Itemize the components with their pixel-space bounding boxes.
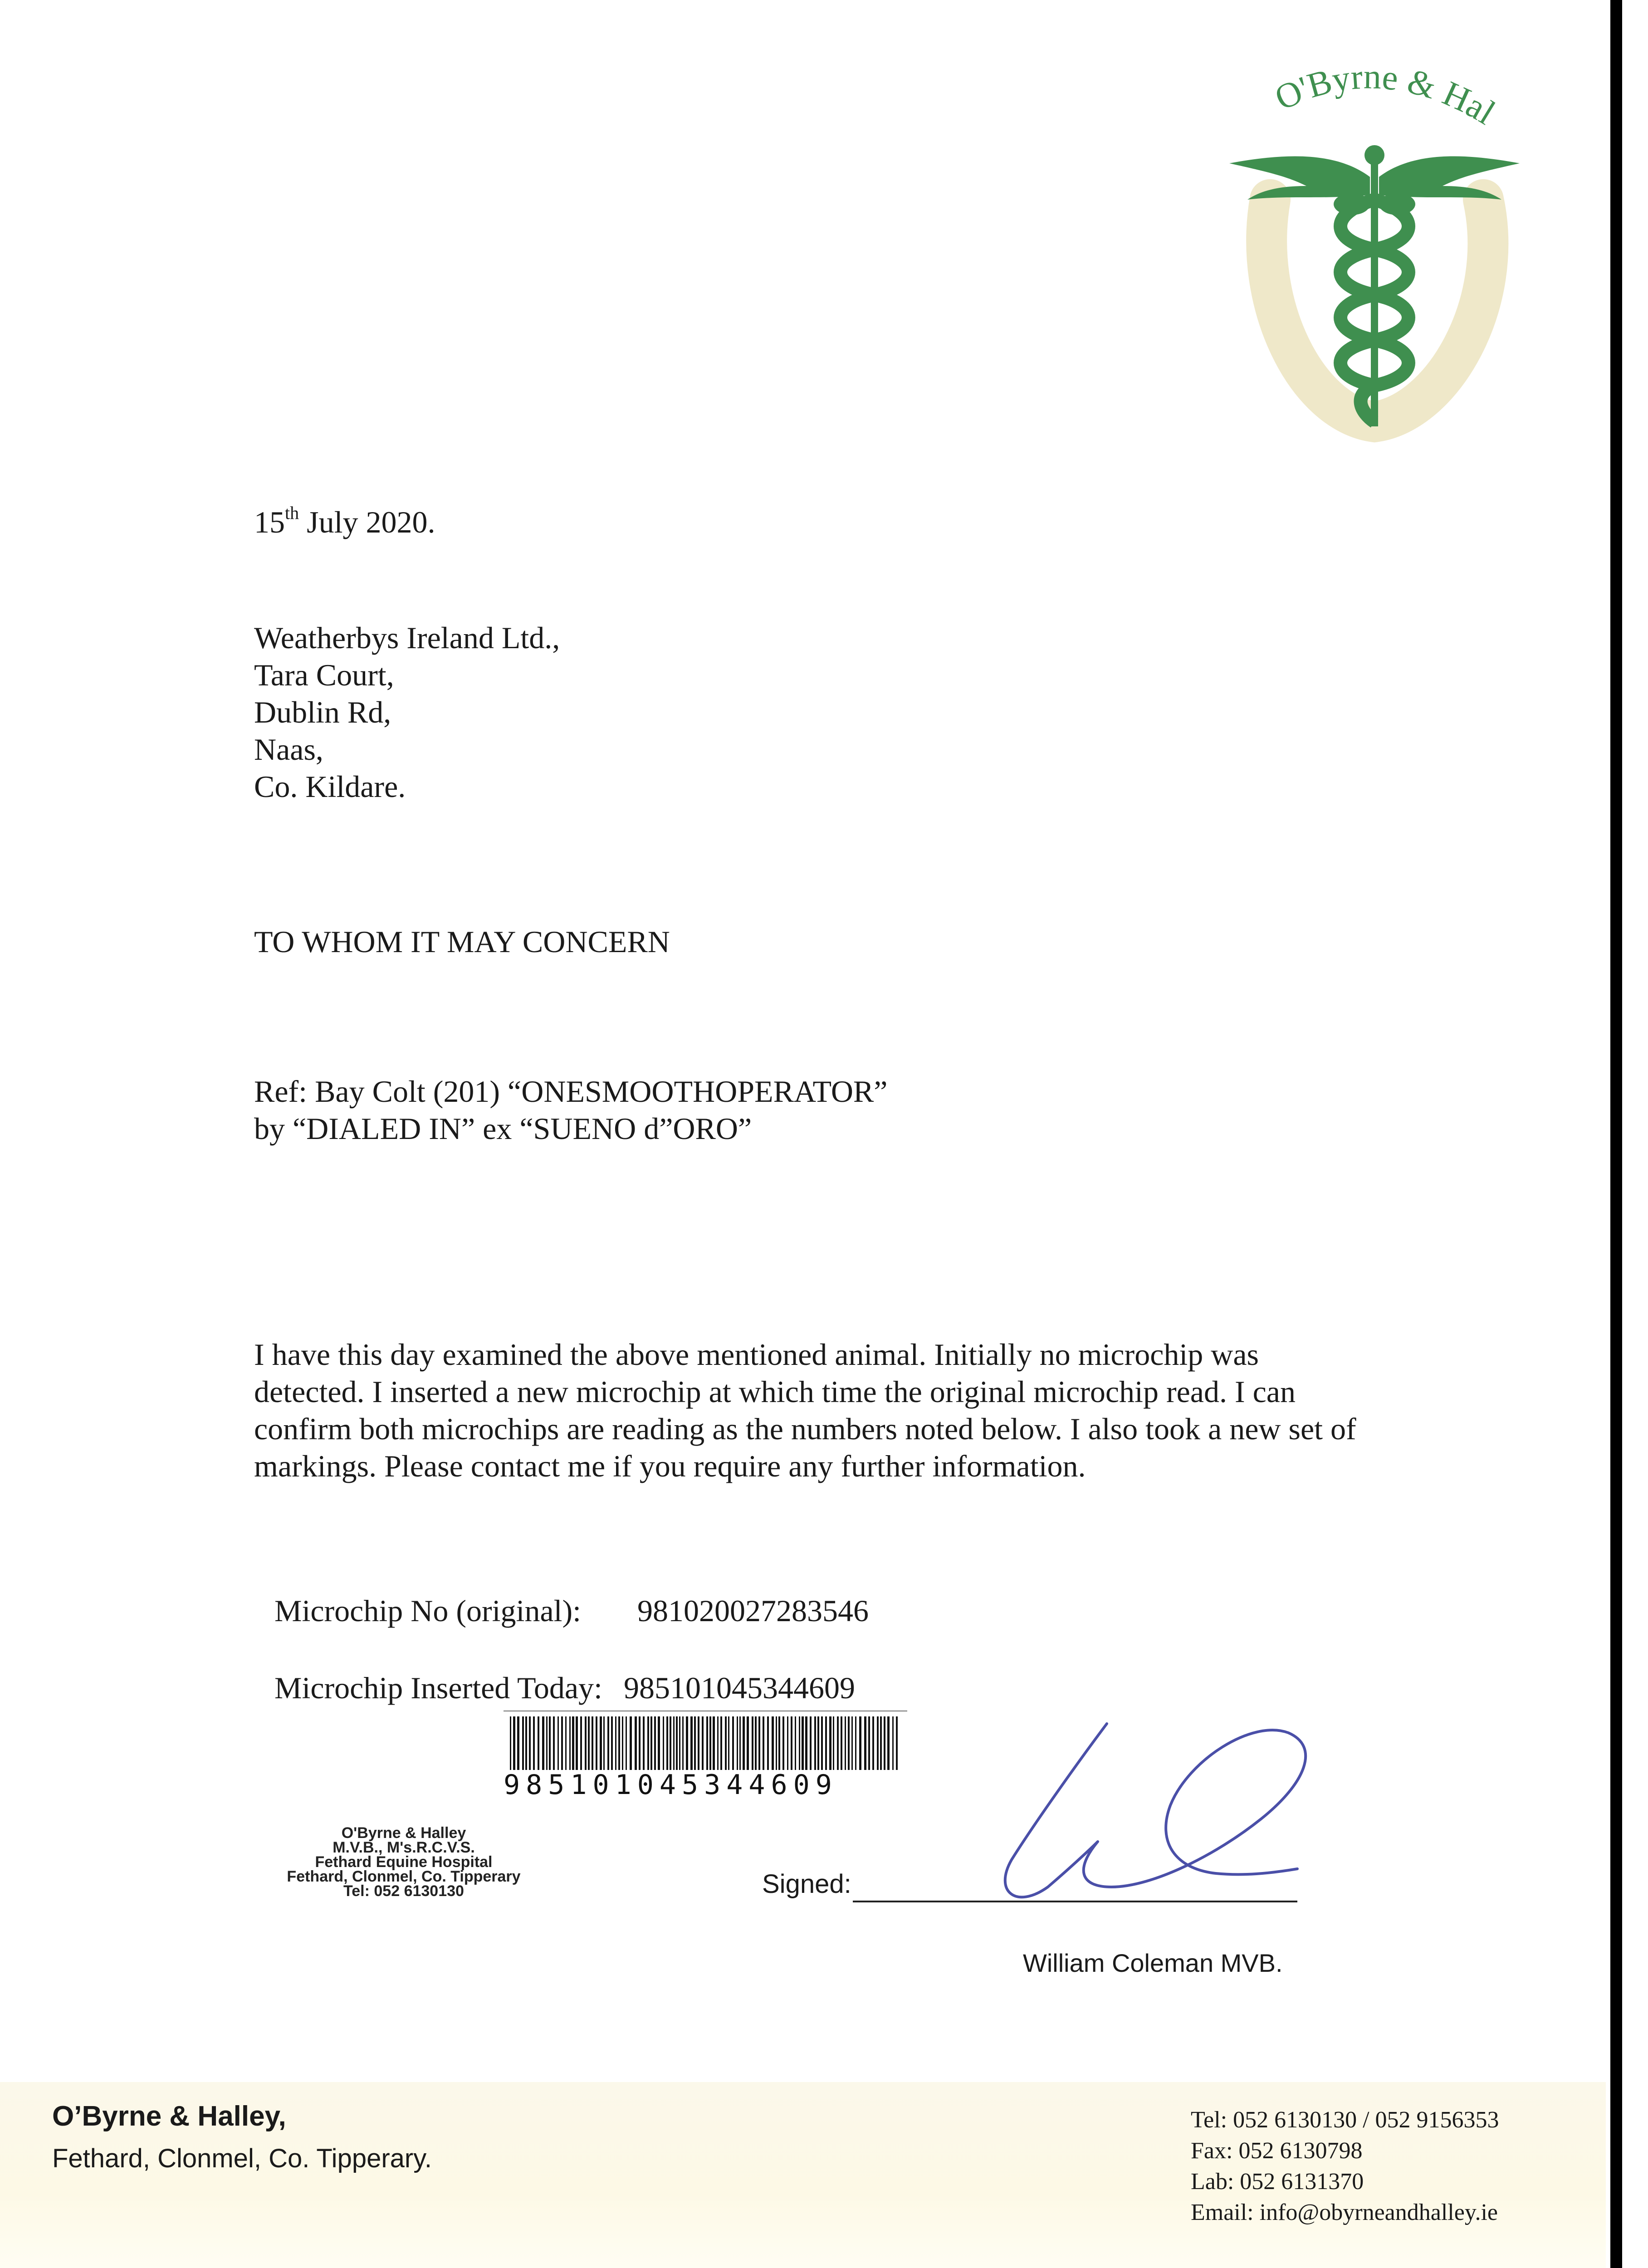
barcode-bar: [892, 1716, 894, 1770]
barcode-bar: [525, 1716, 527, 1770]
barcode-bar: [859, 1716, 861, 1770]
barcode-bar: [682, 1716, 684, 1770]
reference: [254, 1073, 887, 1147]
barcode-bar: [673, 1716, 675, 1770]
address-line: Naas,: [254, 732, 323, 767]
barcode-bar: [739, 1716, 741, 1770]
barcode-bar: [778, 1716, 780, 1770]
barcode-bar: [717, 1716, 719, 1770]
barcode-bar: [837, 1716, 839, 1770]
barcode-bar: [572, 1716, 574, 1770]
barcode-bar: [630, 1716, 632, 1770]
barcode-bar: [737, 1716, 738, 1770]
barcode-bar: [802, 1716, 804, 1770]
barcode-bar: [557, 1716, 559, 1770]
barcode-bar: [596, 1716, 597, 1770]
barcode-bar: [686, 1716, 688, 1770]
barcode-bar: [763, 1716, 764, 1770]
practice-logo: [1216, 50, 1533, 449]
barcode-bar: [618, 1716, 620, 1770]
barcode-bar: [782, 1716, 784, 1770]
footer-contacts: [1191, 2105, 1499, 2228]
barcode-bar: [747, 1716, 749, 1770]
stamp-line: Tel: 052 6130130: [343, 1882, 464, 1900]
barcode-bar: [817, 1716, 819, 1770]
stamp-line: Fethard Equine Hospital: [315, 1853, 493, 1871]
barcode-bar: [639, 1716, 641, 1770]
barcode-bar: [776, 1716, 777, 1770]
barcode-bar: [666, 1716, 668, 1770]
handwritten-signature: [962, 1706, 1325, 1914]
barcode-bar: [864, 1716, 866, 1770]
barcode-bar: [868, 1716, 870, 1770]
barcode-bar: [825, 1716, 827, 1770]
barcode-bar: [743, 1716, 745, 1770]
barcode-bar: [615, 1716, 616, 1770]
barcode-bar: [814, 1716, 816, 1770]
barcode-bar: [772, 1716, 774, 1770]
barcode-bar: [561, 1716, 563, 1770]
logo-brand-text: O'Byrne & Hal: [1269, 56, 1502, 132]
barcode-bar: [635, 1716, 637, 1770]
barcode-bar: [611, 1716, 613, 1770]
barcode-bar: [880, 1716, 882, 1770]
stamp-line: Fethard, Clonmel, Co. Tipperary: [287, 1868, 521, 1885]
salutation: TO WHOM IT MAY CONCERN: [254, 924, 670, 959]
address-line: Tara Court,: [254, 658, 394, 692]
letter-date: 15th July 2020.: [254, 503, 435, 539]
barcode-bar: [787, 1716, 788, 1770]
footer-email: Email: info@obyrneandhalley.ie: [1191, 2200, 1498, 2225]
barcode-bar: [643, 1716, 645, 1770]
address-line: Co. Kildare.: [254, 769, 406, 804]
barcode-bar: [706, 1716, 708, 1770]
barcode-bar: [670, 1716, 671, 1770]
barcode-bar: [896, 1716, 898, 1770]
barcode-bar: [698, 1716, 699, 1770]
barcode-bar: [585, 1716, 587, 1770]
barcode-bar: [791, 1716, 792, 1770]
stamp-line: O'Byrne & Halley: [341, 1824, 466, 1842]
barcode-bar: [588, 1716, 590, 1770]
barcode-bar: [851, 1716, 853, 1770]
barcode-bar: [752, 1716, 753, 1770]
barcode-bar: [855, 1716, 856, 1770]
barcode-bar: [795, 1716, 796, 1770]
barcode-bar: [732, 1716, 734, 1770]
barcode-bar: [758, 1716, 760, 1770]
barcode-bar: [569, 1716, 571, 1770]
barcode-bar: [513, 1716, 515, 1770]
barcode-bar: [538, 1716, 539, 1770]
footer-lab: Lab: 052 6131370: [1191, 2169, 1364, 2195]
body-line: I have this day examined the above mentioned animal. Initially no microchip was: [254, 1337, 1259, 1372]
caduceus-logo-icon: [1216, 50, 1533, 449]
barcode-bar: [872, 1716, 874, 1770]
barcode-bar: [546, 1716, 548, 1770]
barcode-bar: [592, 1716, 593, 1770]
barcode-bar: [829, 1716, 831, 1770]
reference-line: Ref: Bay Colt (201) “ONESMOOTHOPERATOR”: [254, 1074, 888, 1109]
body-line: markings. Please contact me if you require any further information.: [254, 1449, 1086, 1483]
barcode-bar: [549, 1716, 551, 1770]
letter-body: [254, 1336, 1479, 1485]
barcode-bar: [658, 1716, 660, 1770]
barcode-bar: [622, 1716, 623, 1770]
barcode-bar: [702, 1716, 704, 1770]
barcode-bar: [720, 1716, 722, 1770]
barcode-bar: [805, 1716, 807, 1770]
barcode-bar: [565, 1716, 567, 1770]
barcode-bar: [713, 1716, 715, 1770]
body-line: detected. I inserted a new microchip at which time the original microchip read. I can: [254, 1374, 1296, 1409]
barcode-bar: [580, 1716, 582, 1770]
recipient-address: [254, 619, 560, 805]
barcode-bar: [810, 1716, 812, 1770]
footer-tel: Tel: 052 6130130 / 052 9156353: [1191, 2107, 1499, 2133]
footer-address: Fethard, Clonmel, Co. Tipperary.: [52, 2144, 432, 2173]
address-line: Weatherbys Ireland Ltd.,: [254, 621, 560, 655]
barcode-bar: [522, 1716, 524, 1770]
barcode-bar: [626, 1716, 627, 1770]
barcode-number: 985101045344609: [504, 1769, 838, 1801]
barcode-bar: [841, 1716, 842, 1770]
barcode-bar: [728, 1716, 729, 1770]
barcode-bar: [694, 1716, 696, 1770]
address-line: Dublin Rd,: [254, 695, 391, 729]
stamp-line: M.V.B., M's.R.C.V.S.: [333, 1839, 475, 1856]
barcode-bar: [607, 1716, 609, 1770]
barcode-bar: [725, 1716, 727, 1770]
barcode-bar: [533, 1716, 535, 1770]
barcode-bar: [887, 1716, 890, 1770]
barcode-bar: [553, 1716, 555, 1770]
signer-name: William Coleman MVB.: [1023, 1949, 1283, 1977]
microchip-inserted-value: 985101045344609: [624, 1671, 855, 1705]
barcode-bar: [647, 1716, 649, 1770]
microchip-original-label: Microchip No (original):: [274, 1593, 582, 1628]
barcode-bar: [603, 1716, 605, 1770]
reference-line: by “DIALED IN” ex “SUENO d”ORO”: [254, 1111, 752, 1146]
barcode-bar: [709, 1716, 711, 1770]
barcode-bar: [821, 1716, 823, 1770]
body-line: confirm both microchips are reading as the numbers noted below. I also took a new set of: [254, 1412, 1356, 1446]
barcode-bar: [679, 1716, 680, 1770]
microchip-original-value: 981020027283546: [637, 1593, 869, 1628]
barcode-bar: [833, 1716, 834, 1770]
barcode-bar: [650, 1716, 652, 1770]
barcode-bar: [600, 1716, 602, 1770]
practice-stamp: [254, 1826, 553, 1898]
page-edge-bar: [1610, 0, 1622, 2268]
signed-label: Signed:: [762, 1869, 851, 1899]
barcode-bar: [529, 1716, 531, 1770]
barcode-bar: [767, 1716, 769, 1770]
barcode-bar: [576, 1716, 578, 1770]
barcode-icon: [504, 1710, 907, 1774]
barcode-bar: [848, 1716, 850, 1770]
barcode-bar: [884, 1716, 885, 1770]
microchip-inserted-row: [274, 1669, 855, 1706]
barcode-bar: [510, 1716, 511, 1770]
barcode-bar: [663, 1716, 664, 1770]
barcode-bar: [690, 1716, 693, 1770]
barcode-bar: [517, 1716, 519, 1770]
microchip-original-row: [274, 1592, 869, 1629]
barcode-bar: [877, 1716, 879, 1770]
barcode-bar: [542, 1716, 544, 1770]
barcode-bar: [845, 1716, 846, 1770]
footer-company-name: O’Byrne & Halley,: [52, 2101, 286, 2132]
barcode-bar: [799, 1716, 800, 1770]
microchip-inserted-label: Microchip Inserted Today:: [274, 1671, 602, 1705]
barcode-bar: [654, 1716, 656, 1770]
footer-fax: Fax: 052 6130798: [1191, 2138, 1363, 2164]
barcode-bar: [676, 1716, 678, 1770]
barcode-bar: [755, 1716, 757, 1770]
